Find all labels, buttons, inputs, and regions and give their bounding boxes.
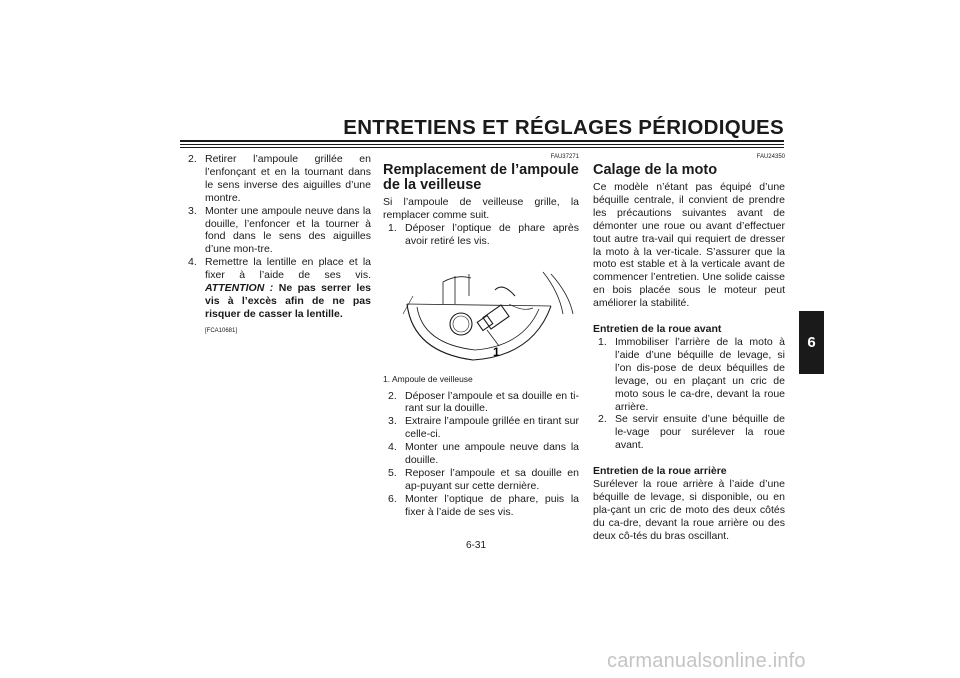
watermark: carmanualsonline.info (607, 650, 806, 672)
list-item: 2. Se servir ensuite d’une béquille de le-vage pour surélever la roue avant. (598, 413, 785, 452)
header-rule (180, 144, 784, 145)
list-item: 1. Immobiliser l’arrière de la moto à l’aide d’une béquille de levage, si l’on dis-pose de deux béquilles de levage, ou en plaçant un cric de moto sous le ca-dre, devant la roue arrière. (598, 335, 785, 413)
list-item: 1. Déposer l’optique de phare après avoir retiré les vis. (388, 221, 579, 247)
figure-caption: 1. Ampoule de veilleuse (383, 373, 473, 384)
list-item: 6. Monter l’optique de phare, puis la fixer à l’aide de ses vis. (388, 492, 579, 518)
subsection-heading: Entretien de la roue arrière (593, 465, 727, 478)
list-item: 4. Monter une ampoule neuve dans la douille. (388, 441, 579, 467)
section-heading: Remplacement de l’ampoule de la veilleuse (383, 162, 579, 193)
headlight-illustration (383, 252, 579, 368)
column-2 (383, 153, 579, 519)
list-item: 3. Extraire l’ampoule grillée en tirant sur celle-ci. (388, 415, 579, 441)
column-1 (183, 153, 371, 335)
column-3 (593, 153, 785, 543)
intro-text: Si l’ampoule de veilleuse grille, la remplacer comme suit. (383, 196, 579, 221)
list-item: 2. Déposer l’ampoule et sa douille en ti-rant sur la douille. (388, 389, 579, 415)
header-rule (180, 147, 784, 148)
rear-text: Surélever la roue arrière à l’aide d’une béquille de levage, si disponible, ou en pla-çant un cric de moto des deux côtés du ca-dre, devant la roue arrière ou des deux cô-tés du bras oscillant. (593, 478, 785, 542)
page-number: 6-31 (466, 540, 487, 551)
header-rule (180, 140, 784, 142)
reference-code: FAU37271 (550, 154, 579, 160)
figure-callout: 1 (493, 344, 500, 359)
list-item: 3. Monter une ampoule neuve dans la douille, l’enfoncer et la tourner à fond dans le sens des aiguilles d’une mon-tre. (188, 204, 371, 256)
list-item: 4. Remettre la lentille en place et la fixer à l’aide de ses vis. ATTENTION : Ne pas serrer les vis à l’excès afin de ne pas risquer de casser la lentille. (188, 256, 371, 320)
section-heading: Calage de la moto (593, 162, 718, 178)
chapter-tab: 6 (799, 311, 824, 374)
list-item: 5. Reposer l’ampoule et sa douille en ap-puyant sur cette dernière. (388, 466, 579, 492)
reference-code: [FCA10681] (205, 327, 238, 334)
intro-text: Ce modèle n’étant pas équipé d’une béquille centrale, il convient de prendre les précautions suivantes avant de démonter une roue ou avant d’effectuer tout autre tra-vail qui requiert de dresser la moto à la ver-ticale. S’assurer que la moto est stable et à la verticale avant de commencer l’entretien. Une solide caisse en bois placée sous le moteur peut améliorer la stabilité. (593, 181, 785, 310)
reference-code: FAU24350 (756, 154, 785, 160)
attention-text: Ne pas serrer les vis à l’excès afin de ne pas risquer de casser la lentille. (205, 282, 371, 320)
subsection-heading: Entretien de la roue avant (593, 323, 722, 336)
attention-label: ATTENTION : (205, 282, 274, 295)
list-item: 2. Retirer l’ampoule grillée en l’enfonçant et en la tournant dans le sens inverse des aiguilles d’une montre. (188, 153, 371, 204)
page-title: ENTRETIENS ET RÉGLAGES PÉRIODIQUES (343, 116, 784, 139)
